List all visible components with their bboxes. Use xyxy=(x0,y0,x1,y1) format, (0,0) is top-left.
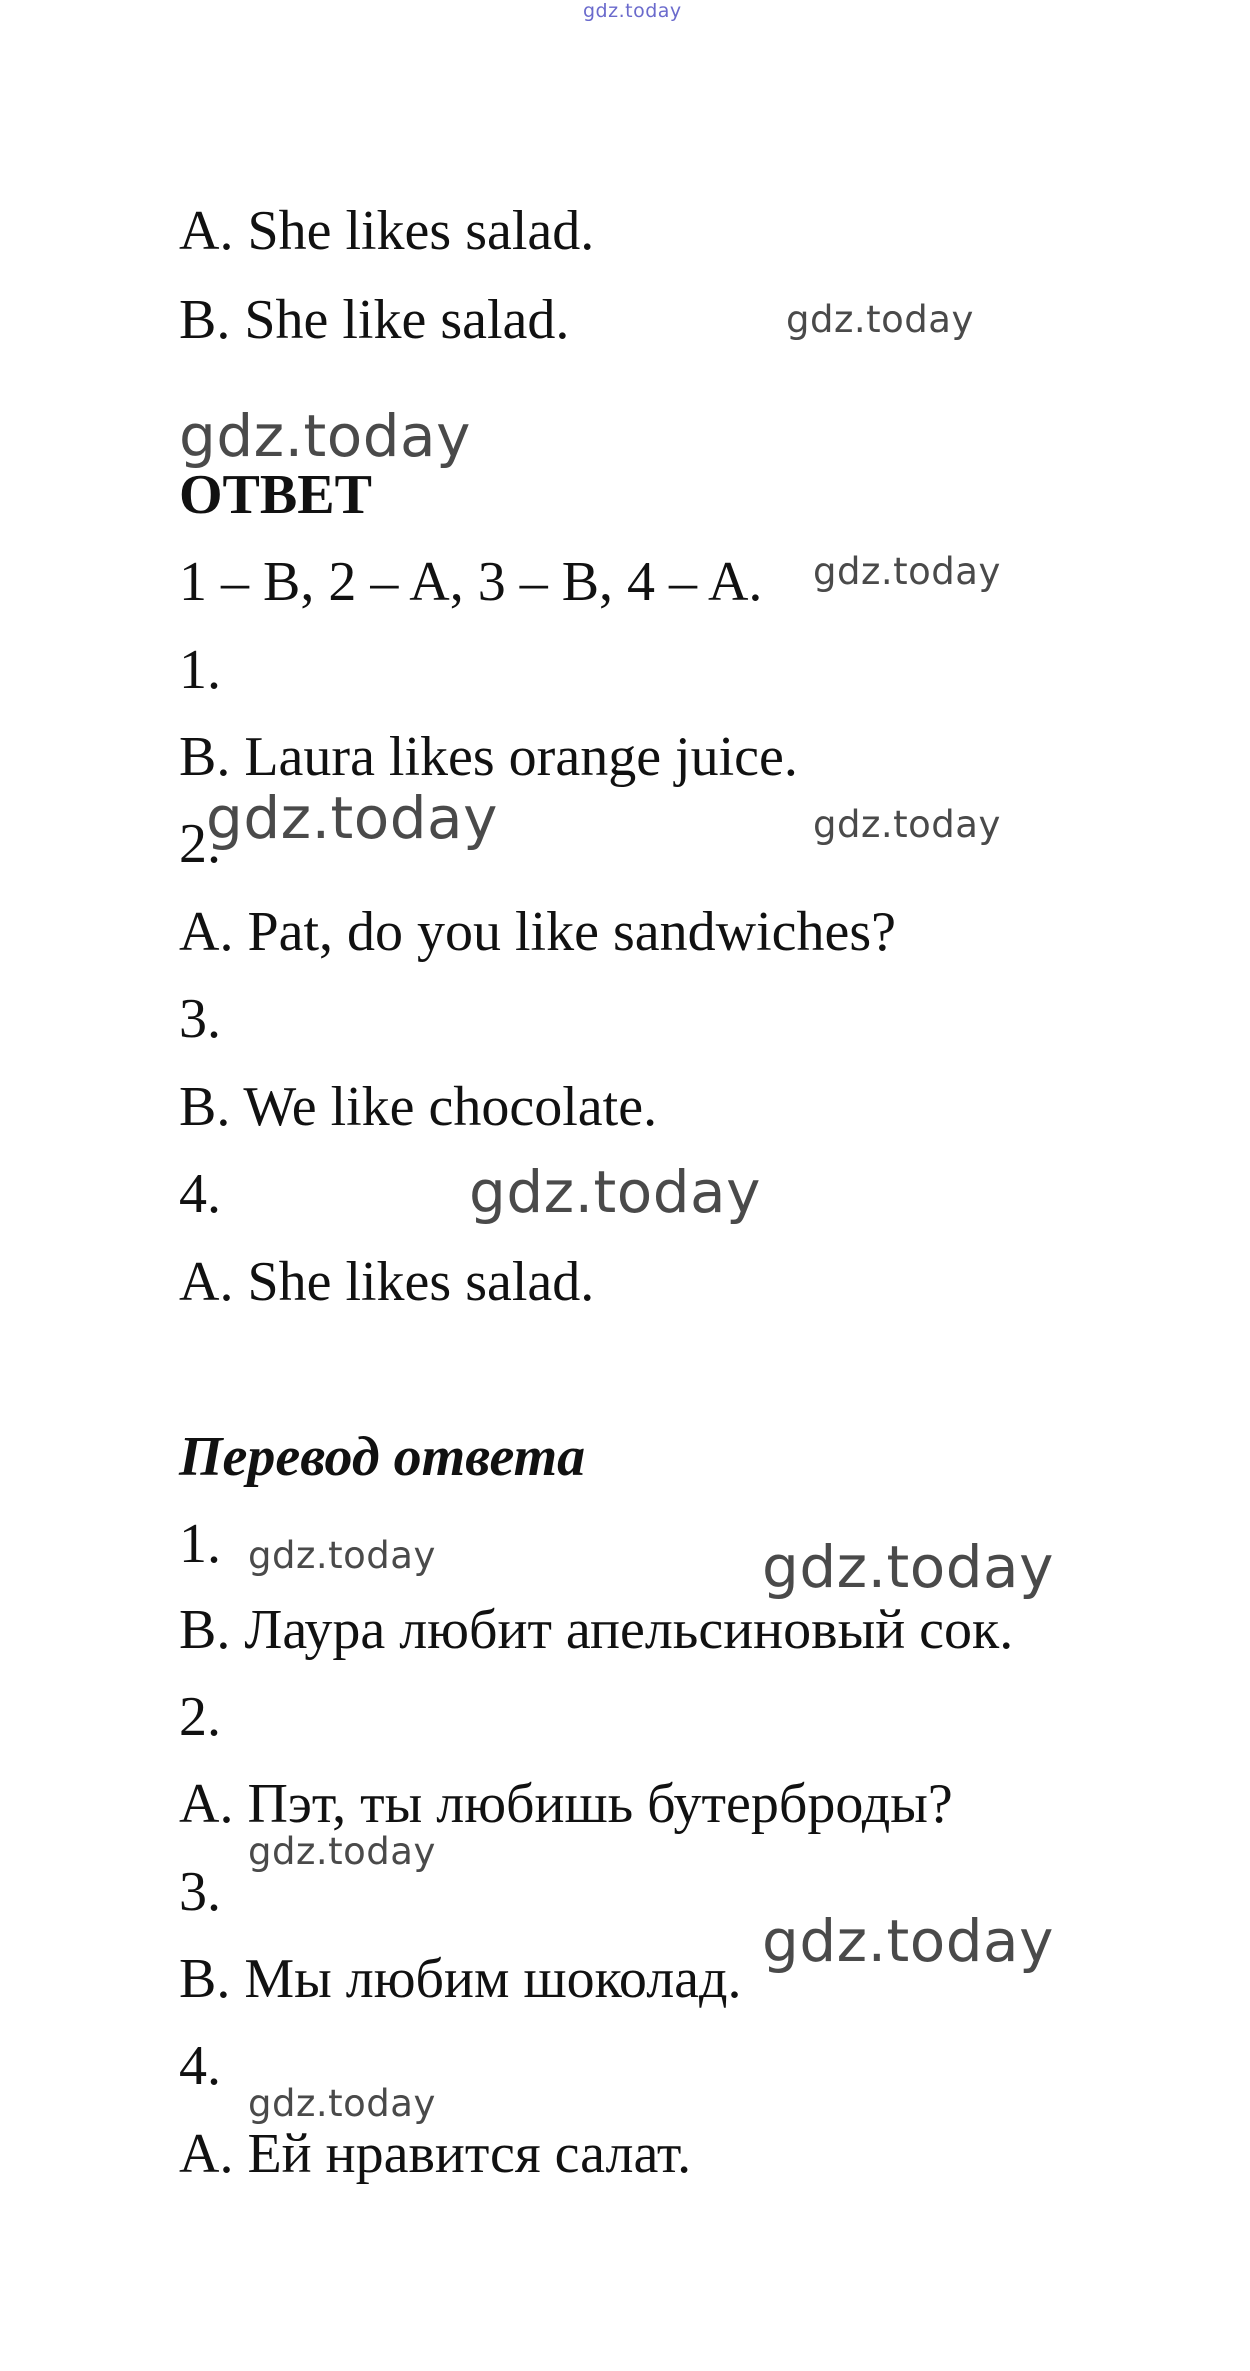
watermark: gdz.today xyxy=(762,1907,1054,1975)
answer-number-2: 2. xyxy=(179,813,221,875)
answer-number-3: 3. xyxy=(179,988,221,1050)
answer-text-3: B. We like chocolate. xyxy=(179,1076,658,1138)
translation-number-2: 2. xyxy=(179,1686,221,1748)
option-a: A. She likes salad. xyxy=(179,200,595,262)
answer-number-1: 1. xyxy=(179,639,221,701)
watermark: gdz.today xyxy=(813,550,1001,593)
answer-summary: 1 – B, 2 – A, 3 – B, 4 – A. xyxy=(179,551,763,613)
watermark: gdz.today xyxy=(248,1534,436,1577)
watermark: gdz.today xyxy=(786,298,974,341)
watermark: gdz.today xyxy=(179,402,471,470)
translation-number-3: 3. xyxy=(179,1861,221,1923)
translation-text-3: B. Мы любим шоколад. xyxy=(179,1948,742,2010)
watermark: gdz.today xyxy=(813,803,1001,846)
watermark-top: gdz.today xyxy=(583,0,682,22)
translation-number-1: 1. xyxy=(179,1513,221,1575)
translation-text-1: B. Лаура любит апельсиновый сок. xyxy=(179,1599,1014,1661)
answer-number-4: 4. xyxy=(179,1163,221,1225)
watermark: gdz.today xyxy=(248,2082,436,2125)
watermark: gdz.today xyxy=(762,1533,1054,1601)
watermark: gdz.today xyxy=(206,784,498,852)
watermark: gdz.today xyxy=(248,1830,436,1873)
answer-text-4: A. She likes salad. xyxy=(179,1251,595,1313)
answer-heading: ОТВЕТ xyxy=(179,464,372,526)
answer-text-2: A. Pat, do you like sandwiches? xyxy=(179,901,896,963)
translation-number-4: 4. xyxy=(179,2035,221,2097)
translation-text-4: A. Ей нравится салат. xyxy=(179,2123,692,2185)
translation-text-2: A. Пэт, ты любишь бутерброды? xyxy=(179,1773,953,1835)
translation-heading: Перевод ответа xyxy=(179,1426,586,1488)
answer-text-1: B. Laura likes orange juice. xyxy=(179,726,798,788)
watermark: gdz.today xyxy=(469,1158,761,1226)
option-b: B. She like salad. xyxy=(179,289,570,351)
